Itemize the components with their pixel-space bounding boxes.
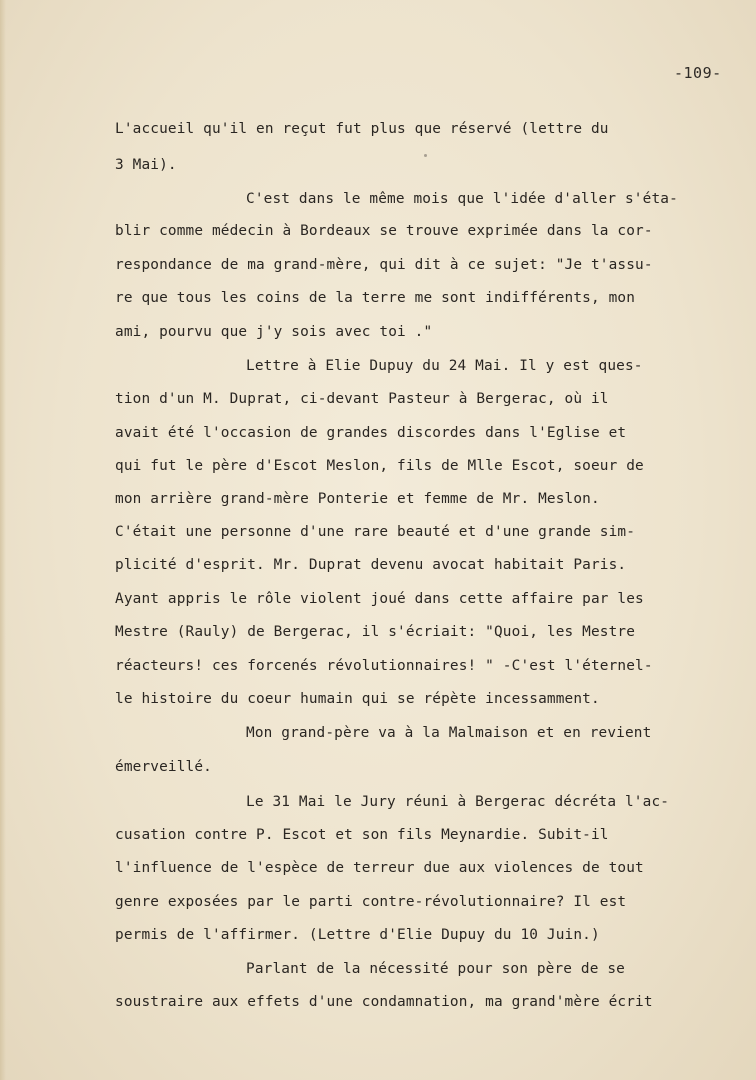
- text-line: l'influence de l'espèce de terreur due aux violences de tout: [115, 860, 644, 876]
- text-line: blir comme médecin à Bordeaux se trouve exprimée dans la cor-: [115, 223, 653, 239]
- text-line: ami, pourvu que j'y sois avec toi .": [115, 324, 433, 340]
- paragraph-first-line: Mon grand-père va à la Malmaison et en revient: [246, 725, 652, 741]
- text-line: mon arrière grand-mère Ponterie et femme de Mr. Meslon.: [115, 491, 600, 507]
- paragraph-first-line: Le 31 Mai le Jury réuni à Bergerac décréta l'ac-: [246, 794, 670, 810]
- ink-speck: [424, 154, 427, 157]
- text-line: plicité d'esprit. Mr. Duprat devenu avocat habitait Paris.: [115, 557, 627, 573]
- paragraph-first-line: Parlant de la nécessité pour son père de se: [246, 961, 625, 977]
- text-line: émerveillé.: [115, 759, 212, 775]
- paragraph-first-line: Lettre à Elie Dupuy du 24 Mai. Il y est ques-: [246, 358, 643, 374]
- text-line: soustraire aux effets d'une condamnation, ma grand'mère écrit: [115, 994, 653, 1010]
- paragraph-first-line: C'est dans le même mois que l'idée d'aller s'éta-: [246, 191, 678, 207]
- text-line: qui fut le père d'Escot Meslon, fils de Mlle Escot, soeur de: [115, 458, 644, 474]
- text-line: Mestre (Rauly) de Bergerac, il s'écriait: "Quoi, les Mestre: [115, 624, 636, 640]
- text-line: réacteurs! ces forcenés révolutionnaires! " -C'est l'éternel-: [115, 658, 653, 674]
- text-line: C'était une personne d'une rare beauté et d'une grande sim-: [115, 524, 636, 540]
- text-line: cusation contre P. Escot et son fils Meynardie. Subit-il: [115, 827, 609, 843]
- paper-edge: [0, 0, 6, 1080]
- text-line: le histoire du coeur humain qui se répète incessamment.: [115, 691, 600, 707]
- text-line: respondance de ma grand-mère, qui dit à ce sujet: "Je t'assu-: [115, 257, 653, 273]
- text-line: genre exposées par le parti contre-révolutionnaire? Il est: [115, 894, 627, 910]
- text-line: re que tous les coins de la terre me sont indifférents, mon: [115, 290, 636, 306]
- text-line: permis de l'affirmer. (Lettre d'Elie Dupuy du 10 Juin.): [115, 927, 600, 943]
- text-line: tion d'un M. Duprat, ci-devant Pasteur à Bergerac, où il: [115, 391, 609, 407]
- page-number: -109-: [674, 64, 722, 82]
- text-line: 3 Mai).: [115, 157, 177, 173]
- text-line: avait été l'occasion de grandes discordes dans l'Eglise et: [115, 425, 627, 441]
- text-line: Ayant appris le rôle violent joué dans cette affaire par les: [115, 591, 644, 607]
- text-line: L'accueil qu'il en reçut fut plus que réservé (lettre du: [115, 121, 609, 137]
